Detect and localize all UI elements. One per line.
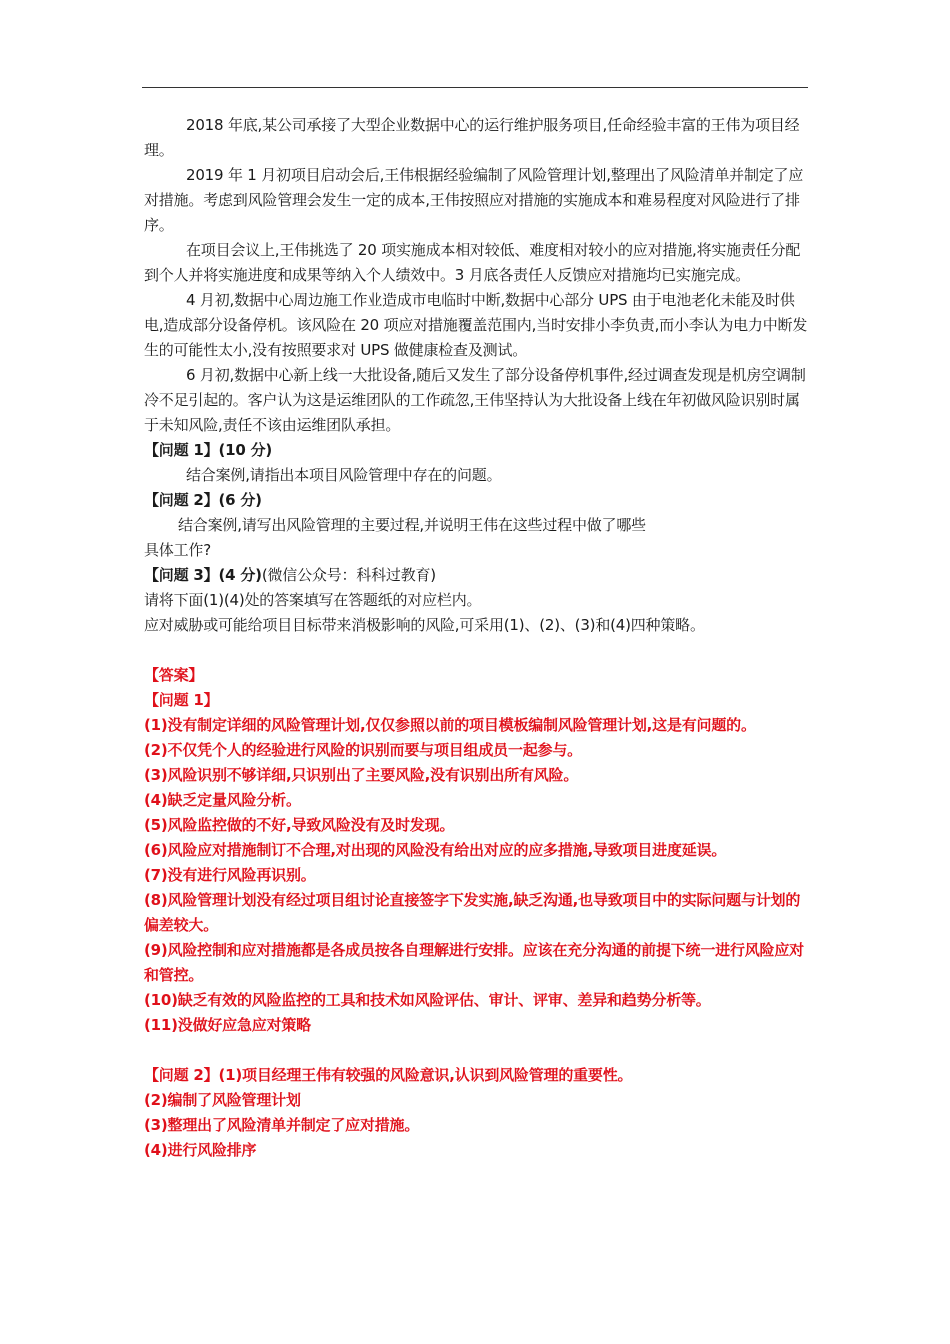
answer-q1-heading: 【问题 1】 — [144, 691, 219, 709]
answer-q2-item-1: (1)项目经理王伟有较强的风险意识,认识到风险管理的重要性。 — [218, 1066, 633, 1084]
answer-q2-heading: 【问题 2】 — [144, 1066, 219, 1084]
answer-q1-item-11: (11)没做好应急应对策略 — [144, 1016, 311, 1034]
document-body — [144, 113, 810, 1163]
question-1-label: 【问题 1】 — [144, 441, 219, 459]
header-rule — [142, 87, 808, 88]
spacer — [144, 1038, 810, 1063]
answer-q1-item-6: (6)风险应对措施制订不合理,对出现的风险没有给出对应的应多措施,导致项目进度延误。 — [144, 841, 727, 859]
answer-q1-item-2: (2)不仅凭个人的经验进行风险的识别而要与项目组成员一起参与。 — [144, 741, 582, 759]
question-2-points: (6 分) — [218, 491, 262, 509]
spacer — [144, 638, 810, 663]
question-1-points: (10 分) — [218, 441, 273, 459]
case-paragraph-1: 2018 年底,某公司承接了大型企业数据中心的运行维护服务项目,任命经验丰富的王伟为项目经理。 — [144, 116, 800, 159]
question-3-points: (4 分) — [218, 566, 262, 584]
question-3-heading — [144, 563, 810, 588]
answer-q1-item-8: (8)风险管理计划没有经过项目组讨论直接签字下发实施,缺乏沟通,也导致项目中的实际问题与计划的偏差较大。 — [144, 891, 801, 934]
question-2-heading — [144, 488, 810, 513]
answer-q1-item-9: (9)风险控制和应对措施都是各成员按各自理解进行安排。应该在充分沟通的前提下统一进行风险应对和管控。 — [144, 941, 804, 984]
question-1-text: 结合案例,请指出本项目风险管理中存在的问题。 — [186, 466, 502, 484]
question-3-label: 【问题 3】 — [144, 566, 219, 584]
question-3-note: (微信公众号：科科过教育) — [261, 566, 436, 584]
question-1-heading — [144, 438, 810, 463]
answer-q2-first-line — [144, 1063, 810, 1088]
answer-q2-item-4: (4)进行风险排序 — [144, 1141, 257, 1159]
question-3-text-line-2: 应对威胁或可能给项目目标带来消极影响的风险,可采用(1)、(2)、(3)和(4)四种策略。 — [144, 616, 705, 634]
case-paragraph-5: 6 月初,数据中心新上线一大批设备,随后又发生了部分设备停机事件,经过调查发现是机房空调制冷不足引起的。客户认为这是运维团队的工作疏忽,王伟坚持认为大批设备上线在年初做风险识别时属于未知风险,责任不该由运维团队承担。 — [144, 366, 806, 434]
answer-q1-item-10: (10)缺乏有效的风险监控的工具和技术如风险评估、审计、评审、差异和趋势分析等。 — [144, 991, 711, 1009]
case-paragraph-2: 2019 年 1 月初项目启动会后,王伟根据经验编制了风险管理计划,整理出了风险清单并制定了应对措施。考虑到风险管理会发生一定的成本,王伟按照应对措施的实施成本和难易程度对风险进行了排序。 — [144, 166, 804, 234]
case-paragraph-3: 在项目会议上,王伟挑选了 20 项实施成本相对较低、难度相对较小的应对措施,将实施责任分配到个人并将实施进度和成果等纳入个人绩效中。3 月底各责任人反馈应对措施均已实施完成。 — [144, 241, 801, 284]
answer-section — [144, 663, 810, 1163]
answer-q1-item-1: (1)没有制定详细的风险管理计划,仅仅参照以前的项目模板编制风险管理计划,这是有问题的。 — [144, 716, 756, 734]
answer-q1-item-4: (4)缺乏定量风险分析。 — [144, 791, 301, 809]
question-2-text-line-1: 结合案例,请写出风险管理的主要过程,并说明王伟在这些过程中做了哪些 — [178, 516, 646, 534]
question-2-label: 【问题 2】 — [144, 491, 219, 509]
question-3-text-line-1: 请将下面(1)(4)处的答案填写在答题纸的对应栏内。 — [144, 591, 482, 609]
answer-q1-item-7: (7)没有进行风险再识别。 — [144, 866, 316, 884]
question-2-text-line-2: 具体工作? — [144, 541, 211, 559]
case-paragraph-4: 4 月初,数据中心周边施工作业造成市电临时中断,数据中心部分 UPS 由于电池老化未能及时供电,造成部分设备停机。该风险在 20 项应对措施覆盖范围内,当时安排小李负责,而小李认为电力中断发生的可能性太小,没有按照要求对 UPS 做健康检查及测试。 — [144, 291, 808, 359]
answer-q1-item-5: (5)风险监控做的不好,导致风险没有及时发现。 — [144, 816, 455, 834]
answer-q2-item-3: (3)整理出了风险清单并制定了应对措施。 — [144, 1116, 420, 1134]
answer-q1-item-3: (3)风险识别不够详细,只识别出了主要风险,没有识别出所有风险。 — [144, 766, 579, 784]
answer-heading: 【答案】 — [144, 666, 204, 684]
answer-q2-item-2: (2)编制了风险管理计划 — [144, 1091, 301, 1109]
